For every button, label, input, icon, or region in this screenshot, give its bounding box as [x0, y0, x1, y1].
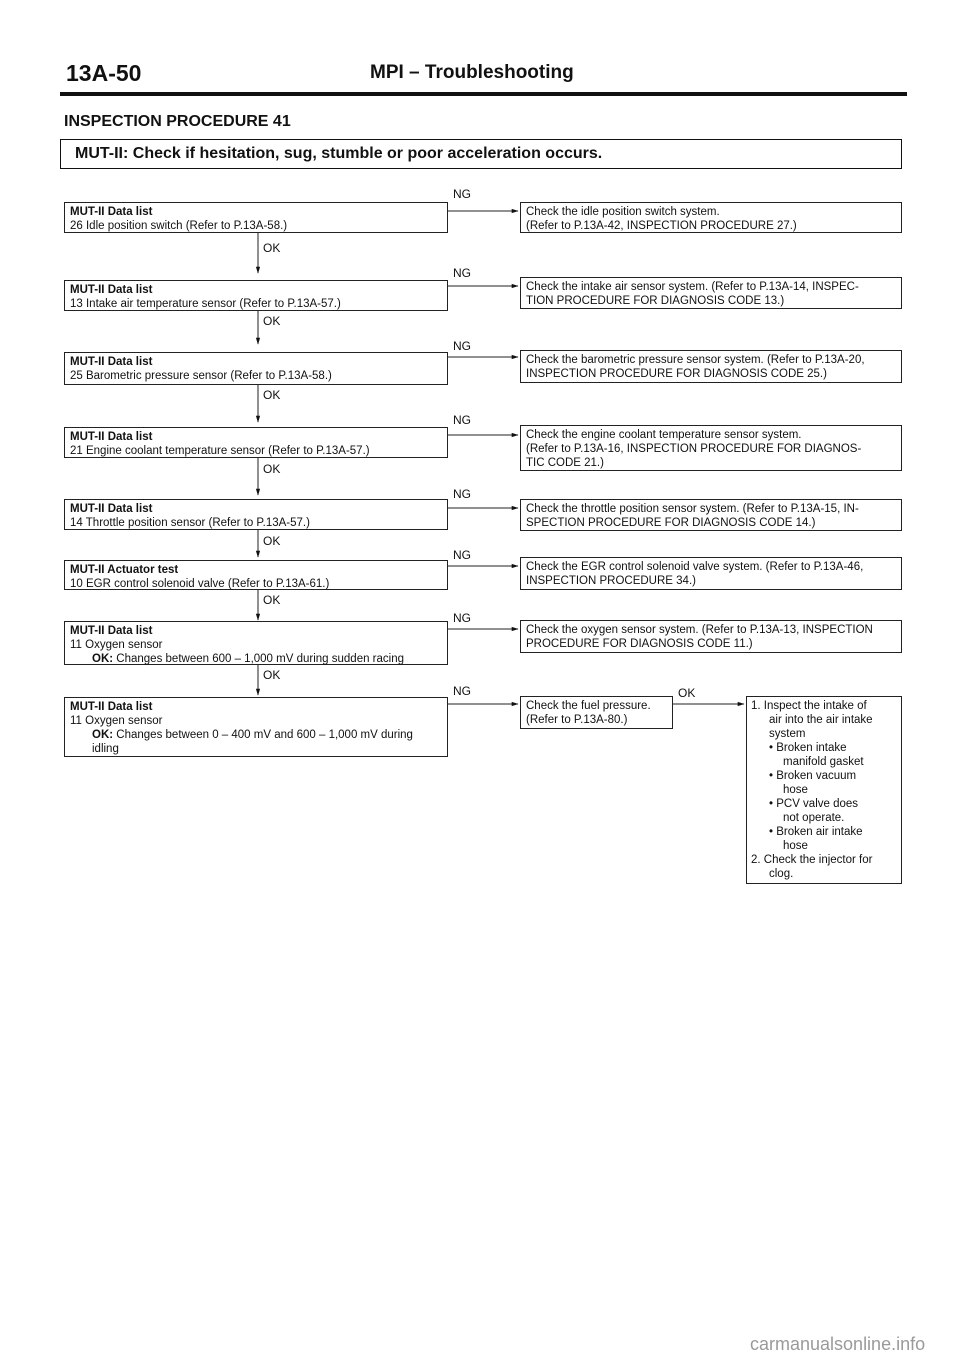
step-box-3	[64, 352, 448, 385]
action-text: TION PROCEDURE FOR DIAGNOSIS CODE 13.)	[526, 295, 785, 307]
final-item-1-cont: system	[769, 728, 806, 740]
action-text: Check the fuel pressure.	[526, 700, 651, 712]
step-item: 13 Intake air temperature sensor (Refer to P.13A-57.)	[70, 298, 341, 310]
ok-label: OK	[263, 241, 281, 255]
action-text: (Refer to P.13A-80.)	[526, 714, 628, 726]
bullet-item-cont: hose	[783, 840, 808, 852]
procedure-title: INSPECTION PROCEDURE 41	[64, 113, 291, 130]
bullet-item-cont: manifold gasket	[783, 756, 864, 768]
action-text: Check the EGR control solenoid valve system. (Refer to P.13A-46,	[526, 561, 864, 573]
bullet-item-cont: not operate.	[783, 812, 845, 824]
ok-label: OK	[263, 668, 281, 682]
action-text: Check the idle position switch system.	[526, 206, 720, 218]
final-item-2: 2. Check the injector for	[751, 854, 873, 866]
step-box-1	[64, 202, 448, 233]
ng-label: NG	[453, 339, 471, 353]
action-text: (Refer to P.13A-42, INSPECTION PROCEDURE 27.)	[526, 220, 797, 232]
step-item: 21 Engine coolant temperature sensor (Refer to P.13A-57.)	[70, 445, 370, 457]
final-item-2-cont: clog.	[769, 868, 794, 880]
ng-action-box-5	[520, 499, 902, 531]
ng-label: NG	[453, 413, 471, 427]
step-item: 26 Idle position switch (Refer to P.13A-58.)	[70, 220, 288, 232]
action-text: Check the barometric pressure sensor system. (Refer to P.13A-20,	[526, 354, 865, 366]
ok-criteria-text: Changes between 600 – 1,000 mV during sudden racing	[116, 653, 404, 665]
step-box-8	[64, 697, 448, 757]
ng-label: NG	[453, 187, 471, 201]
step-box-7	[64, 621, 448, 665]
step-item: 14 Throttle position sensor (Refer to P.13A-57.)	[70, 517, 310, 529]
watermark: carmanualsonline.info	[750, 1334, 926, 1354]
step-title: MUT-II Data list	[70, 431, 153, 443]
ng-action-box-7	[520, 620, 902, 653]
step-title: MUT-II Data list	[70, 356, 153, 368]
step-item: 11 Oxygen sensor	[70, 715, 163, 727]
bullet-item: • Broken intake	[769, 742, 847, 754]
step-title: MUT-II Data list	[70, 625, 153, 637]
action-text: PROCEDURE FOR DIAGNOSIS CODE 11.)	[526, 638, 753, 650]
action-text: INSPECTION PROCEDURE FOR DIAGNOSIS CODE 25.)	[526, 368, 827, 380]
ok-label: OK	[263, 314, 281, 328]
ng-action-box-1	[520, 202, 902, 233]
ok-criteria-text-2: idling	[92, 743, 119, 755]
ng-label: NG	[453, 548, 471, 562]
step-title: MUT-II Actuator test	[70, 564, 179, 576]
final-item-1-cont: air into the air intake	[769, 714, 873, 726]
ng-action-box-6	[520, 557, 902, 590]
action-text: Check the oxygen sensor system. (Refer to P.13A-13, INSPECTION	[526, 624, 873, 636]
step-title: MUT-II Data list	[70, 284, 153, 296]
final-action-box	[746, 696, 902, 884]
step-title: MUT-II Data list	[70, 701, 153, 713]
bullet-item-cont: hose	[783, 784, 808, 796]
ok-criteria-text: Changes between 0 – 400 mV and 600 – 1,000 mV during	[116, 729, 413, 741]
ok-label: OK	[263, 593, 281, 607]
ng-action-box-3	[520, 350, 902, 383]
banner-text: MUT-II: Check if hesitation, sug, stumble or poor acceleration occurs.	[75, 145, 603, 162]
ng-label: NG	[453, 487, 471, 501]
step-box-2	[64, 280, 448, 311]
step-title: MUT-II Data list	[70, 206, 153, 218]
action-text: TIC CODE 21.)	[526, 457, 604, 469]
ok-label: OK	[263, 388, 281, 402]
action-text: Check the intake air sensor system. (Refer to P.13A-14, INSPEC-	[526, 281, 859, 293]
ng-label: NG	[453, 611, 471, 625]
step-item: 25 Barometric pressure sensor (Refer to P.13A-58.)	[70, 370, 332, 382]
ng-action-box-2	[520, 277, 902, 309]
ok-criteria-label: OK:	[92, 653, 114, 665]
final-item-1: 1. Inspect the intake of	[751, 700, 867, 712]
step-title: MUT-II Data list	[70, 503, 153, 515]
page-number: 13A-50	[66, 60, 142, 86]
ok-label: OK	[263, 462, 281, 476]
action-text: SPECTION PROCEDURE FOR DIAGNOSIS CODE 14.)	[526, 517, 816, 529]
section-title: MPI – Troubleshooting	[370, 62, 574, 83]
action-text: (Refer to P.13A-16, INSPECTION PROCEDURE FOR DIAGNOS-	[526, 443, 862, 455]
action-text: INSPECTION PROCEDURE 34.)	[526, 575, 696, 587]
bullet-item: • Broken vacuum	[769, 770, 857, 782]
action-text: Check the engine coolant temperature sensor system.	[526, 429, 802, 441]
ng-action-box-8	[520, 696, 673, 729]
ng-label: NG	[453, 684, 471, 698]
bullet-item: • Broken air intake	[769, 826, 863, 838]
action-text: Check the throttle position sensor system. (Refer to P.13A-15, IN-	[526, 503, 859, 515]
ok-label: OK	[263, 534, 281, 548]
ok-label: OK	[678, 686, 696, 700]
ng-label: NG	[453, 266, 471, 280]
step-box-4	[64, 427, 448, 458]
step-box-6	[64, 560, 448, 590]
bullet-item: • PCV valve does	[769, 798, 859, 810]
step-item: 11 Oxygen sensor	[70, 639, 163, 651]
ok-criteria-label: OK:	[92, 729, 114, 741]
step-box-5	[64, 499, 448, 530]
ng-action-box-4	[520, 425, 902, 471]
step-item: 10 EGR control solenoid valve (Refer to P.13A-61.)	[70, 578, 330, 590]
